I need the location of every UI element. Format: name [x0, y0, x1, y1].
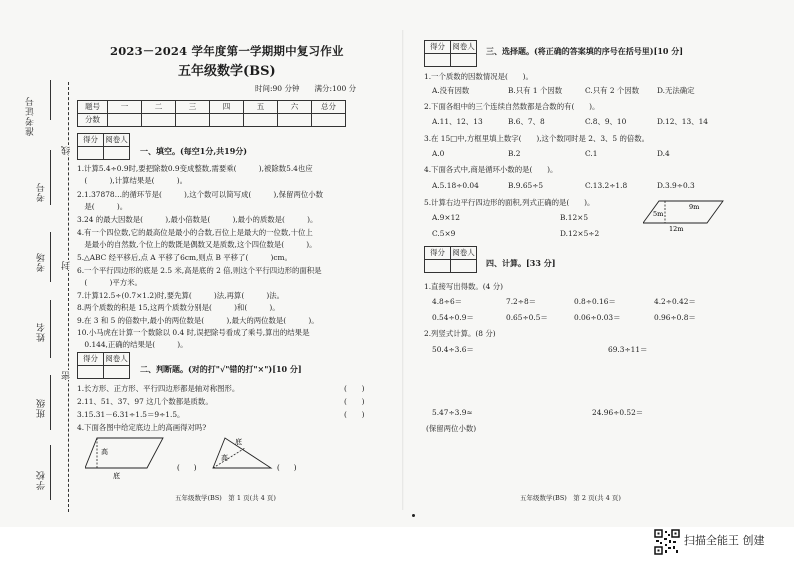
judge-question: 2.11、51、37、97 这几个数都是质数。: [77, 397, 213, 406]
section-3-title: 三、选择题。(将正确的答案填的序号在括号里)[10 分]: [486, 46, 684, 56]
margin-label-room: 考场: [37, 252, 47, 272]
score-cell: 四: [210, 101, 244, 114]
seal-char-secret: 密: [62, 370, 72, 380]
choice-question: 1.一个质数的因数情况是( )。: [424, 72, 533, 81]
fig-paren: ( ): [177, 464, 197, 472]
oral-calc-item[interactable]: 7.2÷8＝: [506, 297, 537, 306]
choice-option[interactable]: A.9×12: [432, 213, 460, 222]
height-line: [213, 448, 245, 468]
choice-question: 5.计算右边平行四边形的面积,列式正确的是( )。: [424, 198, 595, 207]
oral-calc-item[interactable]: 0.96÷0.8＝: [654, 313, 696, 322]
qr-code-icon: [654, 529, 680, 555]
fig-label-base: 底: [235, 438, 242, 446]
fill-question: 2.1.37878…的循环节是( ),这个数可以简写成( ),保留两位小数: [77, 190, 324, 199]
margin-field-line: [50, 232, 51, 282]
judge-answer-paren[interactable]: ( ): [344, 410, 365, 419]
oral-calc-item[interactable]: 0.8÷0.16＝: [574, 297, 616, 306]
fig-label-height: 高: [221, 454, 228, 462]
oral-calc-item[interactable]: 0.06÷0.03＝: [574, 313, 621, 322]
grader-box: [424, 246, 477, 273]
choice-option[interactable]: D.3.9÷0.3: [657, 181, 695, 190]
oral-calc-item[interactable]: 0.54÷0.9＝: [432, 313, 474, 322]
fill-question: 4.有一个四位数,它的最高位是最小的合数,百位上是最大的一位数,十位上: [77, 228, 313, 237]
score-cell: 分数: [78, 114, 108, 127]
score-cell: 二: [142, 101, 176, 114]
grader-reviewer-label: 阅卷人: [104, 134, 130, 147]
choice-option[interactable]: D.12、13、14: [657, 117, 709, 126]
rounding-note: (保留两位小数): [426, 424, 477, 433]
fig-label-base: 底: [113, 472, 120, 480]
score-input-cell[interactable]: [312, 114, 346, 127]
judge-answer-paren[interactable]: ( ): [344, 384, 365, 393]
vertical-calc-item[interactable]: 5.47÷3.9≈: [432, 408, 473, 417]
fig-label-base: 12m: [669, 225, 684, 233]
fill-question: 6.一个平行四边形的底是 2.5 米,高是底的 2 倍,则这个平行四边形的面积是: [77, 266, 322, 275]
margin-label-number: 考号: [37, 182, 47, 202]
oral-calc-item[interactable]: 0.65÷0.5＝: [506, 313, 548, 322]
margin-label-exam-id: 准考证号: [26, 96, 36, 136]
score-table-header-row: [78, 101, 346, 114]
score-cell: 一: [108, 101, 142, 114]
judge-question: 1.长方形、正方形、平行四边形都是轴对称图形。: [77, 384, 240, 393]
grader-score-cell[interactable]: [78, 366, 104, 379]
exam-time-info: 时间:90 分钟 满分:100 分: [255, 84, 357, 93]
oral-calc-item[interactable]: 4.2÷0.42＝: [654, 297, 696, 306]
exam-title: 2023－2024 学年度第一学期期中复习作业: [110, 44, 344, 58]
oral-calc-item[interactable]: 4.8÷6＝: [432, 297, 463, 306]
section-4-title: 四、计算。[33 分]: [486, 258, 556, 268]
margin-field-line: [50, 80, 51, 120]
margin-field-line: [50, 445, 51, 500]
choice-option[interactable]: B.2: [508, 149, 521, 158]
grader-score-cell[interactable]: [425, 54, 451, 67]
score-cell: 总分: [312, 101, 346, 114]
calc-subtitle: 1.直接写出得数。(4 分): [424, 282, 503, 291]
margin-label-class: 班级: [37, 398, 47, 418]
score-cell: 六: [278, 101, 312, 114]
grader-reviewer-label: 阅卷人: [104, 353, 130, 366]
judge-figures: [85, 434, 305, 484]
grader-reviewer-cell[interactable]: [104, 366, 130, 379]
seal-char-seal: 封: [62, 260, 72, 270]
fill-question: 1.计算5.4÷0.9时,要把除数0.9变成整数,需要乘( ),被除数5.4也应: [77, 164, 313, 173]
grader-score-label: 得分: [425, 41, 451, 54]
choice-option[interactable]: D.12×5÷2: [560, 229, 600, 238]
fill-question: 8.两个质数的积是 15,这两个质数分别是( )和( )。: [77, 303, 280, 312]
scanner-label: 扫描全能王 创建: [684, 534, 765, 547]
choice-option[interactable]: C.13.2÷1.8: [585, 181, 628, 190]
choice-question: 4.下面各式中,商是循环小数的是( )。: [424, 165, 558, 174]
judge-question: 4.下面各图中给定底边上的高画得对吗?: [77, 423, 207, 432]
grader-reviewer-cell[interactable]: [104, 147, 130, 160]
score-input-cell[interactable]: [244, 114, 278, 127]
fill-question: 9.在 3 和 5 的倍数中,最小的两位数是( ),最大的两位数是( )。: [77, 316, 319, 325]
parallelogram-figure: [643, 197, 733, 233]
grader-reviewer-label: 阅卷人: [451, 41, 477, 54]
score-table-score-row: [78, 114, 346, 127]
grader-score-label: 得分: [78, 134, 104, 147]
section-2-title: 二、判断题。(对的打"√"错的打"×")[10 分]: [140, 364, 302, 374]
choice-option[interactable]: B.12×5: [560, 213, 589, 222]
fill-question: ( )平方米。: [77, 278, 142, 287]
fill-question: 0.144,正确的结果是( )。: [77, 340, 188, 349]
choice-option[interactable]: C.8、9、10: [585, 117, 627, 126]
choice-option[interactable]: B.只有 1 个因数: [508, 86, 563, 95]
section-1-title: 一、填空。(每空1分,共19分): [140, 146, 248, 156]
fig-paren: ( ): [277, 464, 297, 472]
fill-question: 5.△ABC 经平移后,点 A 平移了6cm,则点 B 平移了( )cm。: [77, 253, 292, 262]
choice-option[interactable]: D.4: [657, 149, 670, 158]
score-cell: 三: [176, 101, 210, 114]
choice-option[interactable]: D.无法确定: [657, 86, 695, 95]
choice-option[interactable]: A.0: [432, 149, 445, 158]
score-input-cell[interactable]: [176, 114, 210, 127]
score-cell: 题号: [78, 101, 108, 114]
choice-option[interactable]: A.5.18÷0.04: [432, 181, 479, 190]
exam-subtitle: 五年级数学(BS): [178, 64, 276, 79]
choice-option[interactable]: B.6、7、8: [508, 117, 545, 126]
grader-score-cell[interactable]: [425, 260, 451, 273]
choice-option[interactable]: B.9.65÷5: [508, 181, 544, 190]
judge-question: 3.15.31－6.31÷1.5＝9÷1.5。: [77, 410, 185, 419]
grader-score-label: 得分: [425, 247, 451, 260]
fig-label-height: 高: [101, 448, 108, 456]
triangle-shape: [213, 438, 271, 468]
grader-score-cell[interactable]: [78, 147, 104, 160]
footer-left: 五年级数学(BS) 第 1 页(共 4 页): [175, 494, 276, 502]
score-input-cell[interactable]: [278, 114, 312, 127]
footer-right: 五年级数学(BS) 第 2 页(共 4 页): [520, 494, 621, 502]
score-cell: 五: [244, 101, 278, 114]
grader-reviewer-cell[interactable]: [451, 260, 477, 273]
fill-question: 10.小马虎在计算一个数除以 0.4 时,误把除号看成了乘号,算出的结果是: [77, 328, 310, 337]
grader-reviewer-label: 阅卷人: [451, 247, 477, 260]
fill-question: 是最小的自然数,个位上的数既是偶数又是质数,这个四位数是( )。: [77, 240, 317, 249]
score-input-cell[interactable]: [108, 114, 142, 127]
choice-option[interactable]: A.11、12、13: [432, 117, 483, 126]
fill-question: ( ),计算结果是( )。: [77, 176, 187, 185]
fig-label-height: 5m: [653, 210, 664, 218]
score-input-cell[interactable]: [142, 114, 176, 127]
grader-box: [77, 352, 130, 379]
vertical-calc-item[interactable]: 50.4÷3.6＝: [432, 345, 474, 354]
page-fold: [402, 30, 404, 510]
scan-speck: [412, 514, 415, 517]
choice-question: 2.下面各组中的三个连续自然数都是合数的有( )。: [424, 102, 600, 111]
grader-box: [424, 40, 477, 67]
fig-label-top: 9m: [689, 203, 700, 211]
fill-question: 是( )。: [77, 202, 128, 211]
fill-question: 3.24 的最大因数是( ),最小倍数是( ),最小的质数是( )。: [77, 215, 318, 224]
grader-reviewer-cell[interactable]: [451, 54, 477, 67]
grader-box: [77, 133, 130, 160]
margin-field-line: [50, 375, 51, 430]
choice-option[interactable]: C.1: [585, 149, 598, 158]
fill-question: 7.计算12.5÷(0.7×1.2)时,要先算( )法,再算( )法。: [77, 291, 285, 300]
choice-question: 3.在 15□中,方框里填上数字( ),这个数同时是 2、3、5 的倍数。: [424, 134, 650, 143]
vertical-calc-item[interactable]: 69.3÷11＝: [608, 345, 648, 354]
choice-option[interactable]: A.没有因数: [432, 86, 470, 95]
margin-field-line: [50, 300, 51, 358]
score-input-cell[interactable]: [210, 114, 244, 127]
grader-score-label: 得分: [78, 353, 104, 366]
judge-answer-paren[interactable]: ( ): [344, 397, 365, 406]
margin-label-name: 姓名: [37, 322, 47, 342]
choice-option[interactable]: C.5×9: [432, 229, 456, 238]
score-table: [77, 100, 346, 127]
choice-option[interactable]: C.只有 2 个因数: [585, 86, 640, 95]
margin-label-school: 学校: [37, 470, 47, 490]
vertical-calc-item[interactable]: 24.96÷0.52＝: [592, 408, 644, 417]
calc-subtitle: 2.列竖式计算。(8 分): [424, 329, 496, 338]
margin-field-line: [50, 150, 51, 205]
seal-char-line: 线: [62, 145, 72, 155]
